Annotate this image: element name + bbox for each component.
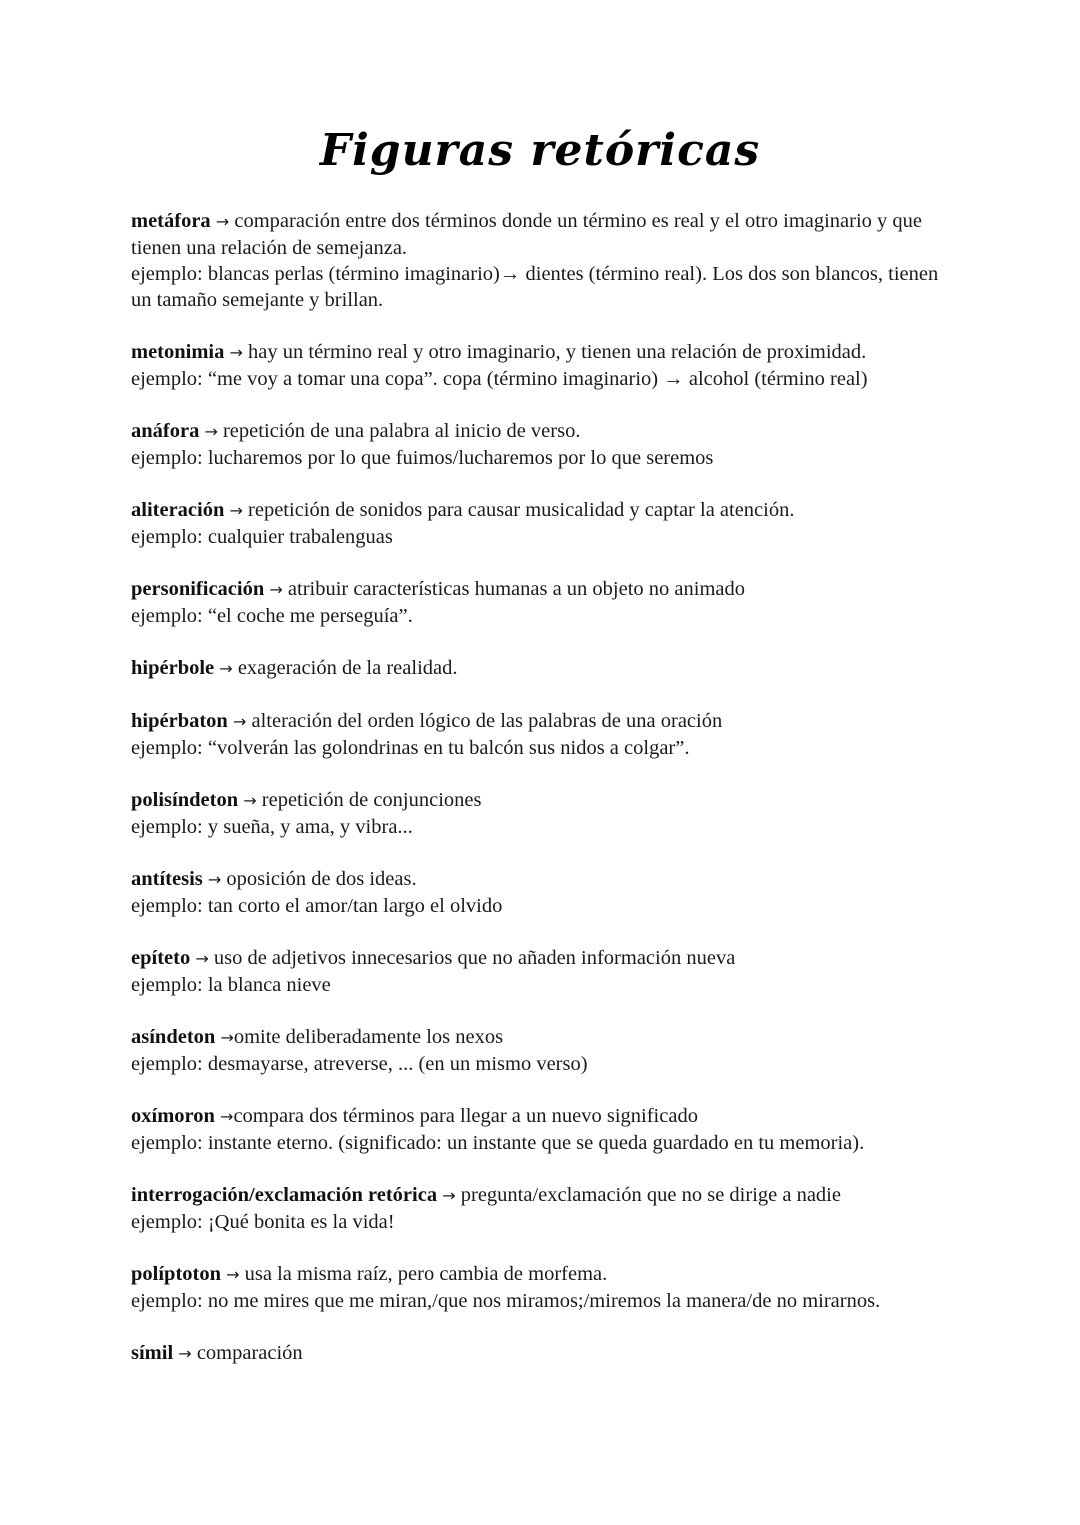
term: metonimia	[131, 341, 225, 363]
example: ejemplo: lucharemos por lo que fuimos/lucharemos por lo que seremos	[131, 447, 714, 469]
arrow-icon: →	[442, 1186, 456, 1205]
example: ejemplo: instante eterno. (significado: un instante que se queda guardado en tu memoria).	[131, 1132, 865, 1154]
term: interrogación/exclamación retórica	[131, 1184, 438, 1206]
entry-epiteto	[131, 945, 961, 998]
definition-line	[131, 655, 961, 682]
definition: repetición de una palabra al inicio de verso.	[217, 420, 581, 442]
definition-line	[131, 339, 961, 366]
term: personificación	[131, 578, 265, 600]
definition-line	[131, 418, 961, 445]
definition-line	[131, 787, 961, 814]
definition-line	[131, 576, 961, 603]
definition-line	[131, 945, 961, 972]
term: políptoton	[131, 1263, 221, 1285]
definition: repetición de conjunciones	[256, 789, 482, 811]
entry-oximoron	[131, 1103, 961, 1156]
entry-metafora	[131, 208, 961, 313]
term: aliteración	[131, 499, 225, 521]
definition: omite deliberadamente los nexos	[233, 1026, 504, 1048]
term: asíndeton	[131, 1026, 216, 1048]
entry-aliteracion	[131, 497, 961, 550]
arrow-icon: →	[178, 1344, 192, 1363]
definition: hay un término real y otro imaginario, y tienen una relación de proximidad.	[242, 341, 867, 363]
example: ejemplo: y sueña, y ama, y vibra...	[131, 816, 413, 838]
term: epíteto	[131, 947, 191, 969]
example: ejemplo: la blanca nieve	[131, 974, 331, 996]
definition: oposición de dos ideas.	[221, 868, 417, 890]
arrow-icon: →	[269, 580, 283, 599]
term: polisíndeton	[131, 789, 239, 811]
definition: compara dos términos para llegar a un nuevo significado	[233, 1105, 698, 1127]
entry-anafora	[131, 418, 961, 471]
arrow-icon: →	[220, 1028, 234, 1047]
arrow-icon: →	[204, 422, 218, 441]
definition-line	[131, 1024, 961, 1051]
entry-hiperbole	[131, 655, 961, 682]
example: ejemplo: cualquier trabalenguas	[131, 526, 393, 548]
definition-line	[131, 497, 961, 524]
arrow-icon: →	[229, 501, 243, 520]
term: hipérbaton	[131, 710, 228, 732]
definition: atribuir características humanas a un objeto no animado	[282, 578, 746, 600]
example: ejemplo: ¡Qué bonita es la vida!	[131, 1211, 395, 1233]
term: hipérbole	[131, 657, 215, 679]
page-title: Figuras retóricas	[319, 125, 761, 176]
example: ejemplo: “el coche me perseguía”.	[131, 605, 413, 627]
term: oxímoron	[131, 1105, 215, 1127]
entry-antitesis	[131, 866, 961, 919]
arrow-icon: →	[215, 212, 230, 231]
definition: comparación	[191, 1342, 303, 1364]
term: anáfora	[131, 420, 200, 442]
figures-list	[131, 208, 961, 1393]
entry-hiperbaton	[131, 708, 961, 761]
arrow-icon: →	[226, 1265, 240, 1284]
entry-personificacion	[131, 576, 961, 629]
entry-polisindeton	[131, 787, 961, 840]
arrow-icon: →	[195, 949, 209, 968]
example: ejemplo: “volverán las golondrinas en tu balcón sus nidos a colgar”.	[131, 737, 690, 759]
arrow-icon: →	[219, 659, 233, 678]
entry-simil	[131, 1340, 961, 1367]
entry-asindeton	[131, 1024, 961, 1077]
example: ejemplo: tan corto el amor/tan largo el olvido	[131, 895, 503, 917]
arrow-icon: →	[220, 1107, 234, 1126]
example: ejemplo: “me voy a tomar una copa”. copa (término imaginario) → alcohol (término real)	[131, 368, 868, 390]
arrow-icon: →	[229, 343, 243, 362]
term: símil	[131, 1342, 174, 1364]
definition: exageración de la realidad.	[232, 657, 458, 679]
definition-line	[131, 1103, 961, 1130]
arrow-icon: →	[232, 712, 247, 731]
definition-line	[131, 1182, 961, 1209]
definition-line	[131, 866, 961, 893]
definition-line	[131, 708, 961, 735]
definition-line	[131, 208, 961, 261]
arrow-icon: →	[207, 870, 222, 889]
example: ejemplo: blancas perlas (término imaginario)→ dientes (término real). Los dos son blancos, tienen un tamaño semejante y brillan.	[131, 263, 939, 311]
entry-poliptoton	[131, 1261, 961, 1314]
example: ejemplo: desmayarse, atreverse, ... (en un mismo verso)	[131, 1053, 588, 1075]
definition: alteración del orden lógico de las palabras de una oración	[246, 710, 723, 732]
definition: comparación entre dos términos donde un término es real y el otro imaginario y que tienen una relación de semejanza.	[131, 210, 923, 259]
definition: uso de adjetivos innecesarios que no añaden información nueva	[208, 947, 736, 969]
term: antítesis	[131, 868, 203, 890]
term: metáfora	[131, 210, 211, 232]
arrow-icon: →	[243, 791, 257, 810]
definition: pregunta/exclamación que no se dirige a nadie	[455, 1184, 841, 1206]
definition-line	[131, 1340, 961, 1367]
definition: repetición de sonidos para causar musicalidad y captar la atención.	[242, 499, 795, 521]
example: ejemplo: no me mires que me miran,/que nos miramos;/miremos la manera/de no mirarnos.	[131, 1290, 881, 1312]
entry-metonimia	[131, 339, 961, 392]
definition-line	[131, 1261, 961, 1288]
definition: usa la misma raíz, pero cambia de morfema.	[239, 1263, 608, 1285]
entry-interrogacion-retorica	[131, 1182, 961, 1235]
